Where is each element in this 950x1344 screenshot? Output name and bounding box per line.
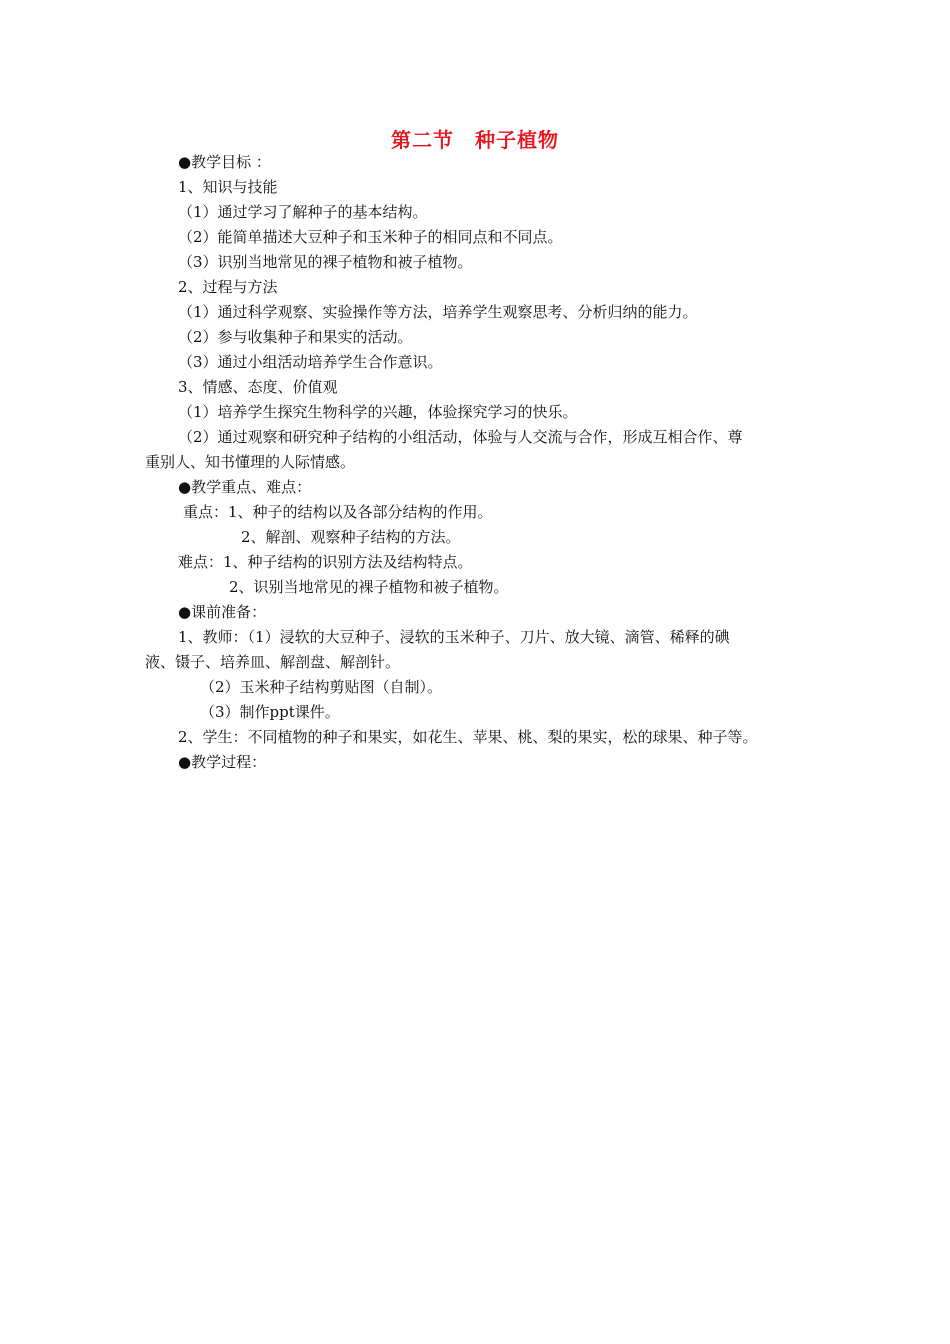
text-line: 液、镊子、培养皿、解剖盘、解剖针。 xyxy=(145,653,401,671)
text-line: （3）通过小组活动培养学生合作意识。 xyxy=(178,353,443,371)
subheading-process-methods: 2、过程与方法 xyxy=(178,278,278,296)
text-line: 难点：1、种子结构的识别方法及结构特点。 xyxy=(178,553,473,571)
subheading-emotion-values: 3、情感、态度、价值观 xyxy=(178,378,338,396)
text-line: （1）通过科学观察、实验操作等方法，培养学生观察思考、分析归纳的能力。 xyxy=(178,303,698,321)
text-line: 2、学生：不同植物的种子和果实，如花生、苹果、桃、梨的果实，松的球果、种子等。 xyxy=(178,728,758,746)
text-line: （3）制作ppt课件。 xyxy=(200,703,340,721)
text-line: 1、教师：（1）浸软的大豆种子、浸软的玉米种子、刀片、放大镜、滴管、稀释的碘 xyxy=(178,628,730,646)
text-line: （2）能简单描述大豆种子和玉米种子的相同点和不同点。 xyxy=(178,228,563,246)
text-line: （1）培养学生探究生物科学的兴趣，体验探究学习的快乐。 xyxy=(178,403,578,421)
section-heading-process: ●教学过程： xyxy=(178,753,267,771)
text-line: 重点：1、种子的结构以及各部分结构的作用。 xyxy=(183,503,493,521)
text-line: （2）玉米种子结构剪贴图（自制）。 xyxy=(200,678,443,696)
text-line: 重别人、知书懂理的人际情感。 xyxy=(145,453,356,471)
text-line: （1）通过学习了解种子的基本结构。 xyxy=(178,203,428,221)
text-line: （2）通过观察和研究种子结构的小组活动，体验与人交流与合作，形成互相合作、尊 xyxy=(178,428,743,446)
section-heading-preparation: ●课前准备： xyxy=(178,603,267,621)
text-line: （3）识别当地常见的裸子植物和被子植物。 xyxy=(178,253,473,271)
subheading-knowledge-skills: 1、知识与技能 xyxy=(178,178,278,196)
text-line: 2、识别当地常见的裸子植物和被子植物。 xyxy=(229,578,509,596)
text-line: 2、解剖、观察种子结构的方法。 xyxy=(241,528,461,546)
text-line: （2）参与收集种子和果实的活动。 xyxy=(178,328,413,346)
document-title: 第二节 种子植物 xyxy=(391,128,559,152)
section-heading-objectives: ●教学目标 ： xyxy=(178,153,271,171)
section-heading-key-points: ●教学重点、难点： xyxy=(178,478,312,496)
